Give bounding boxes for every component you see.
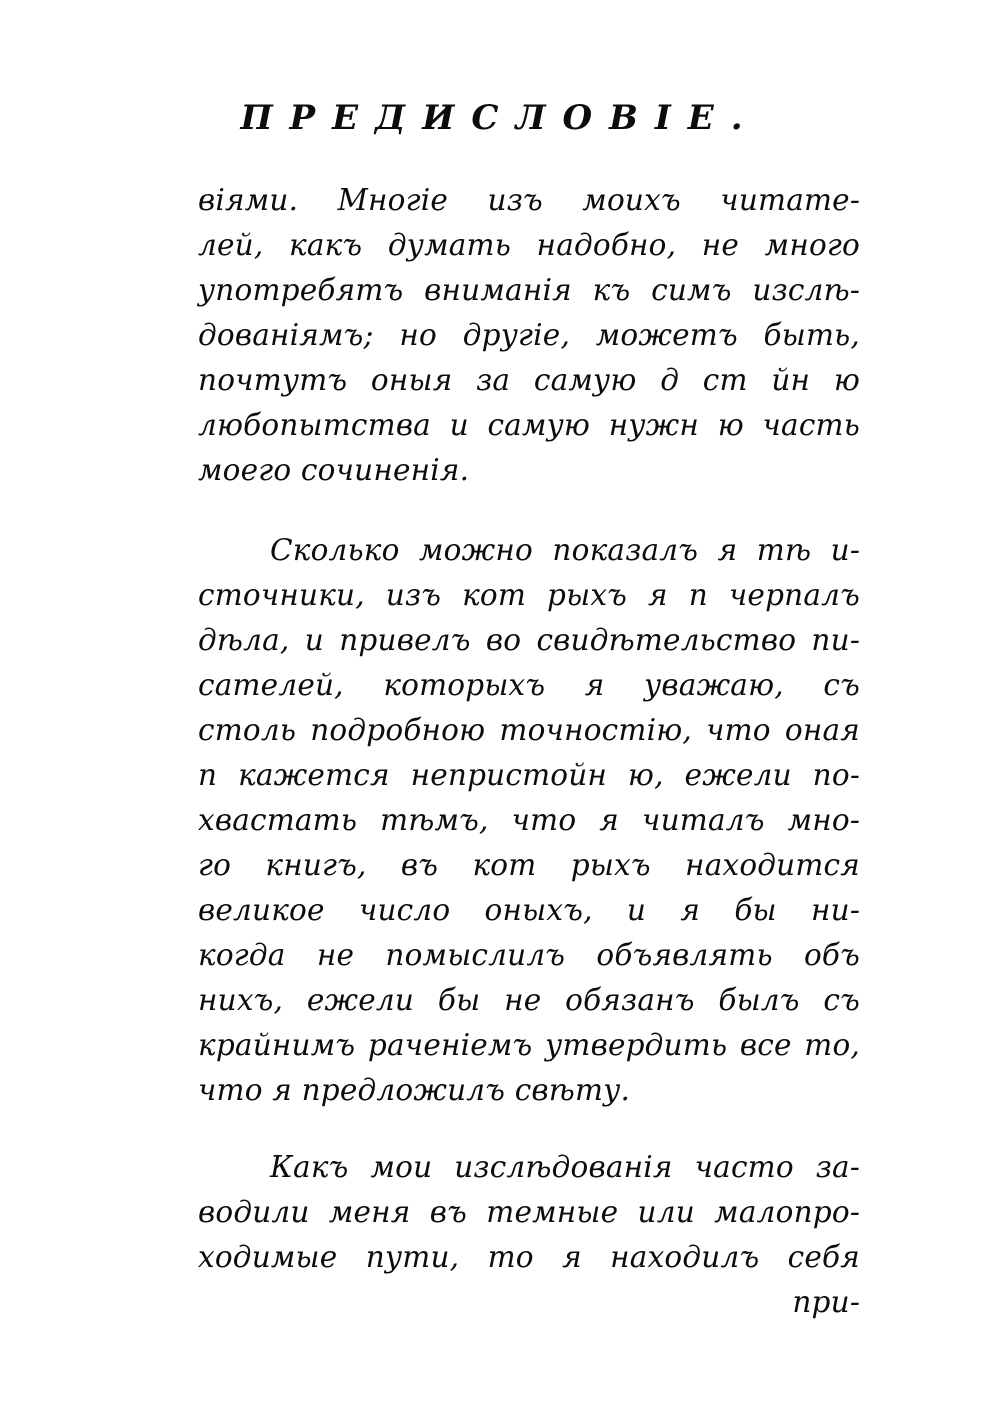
text-line: крайнимъ раченіемъ утвердить все то, [198, 1028, 860, 1062]
text-line: Сколько можно показалъ я тѣ и- [270, 533, 860, 567]
text-line: любопытства и самую нужн ю часть [198, 408, 860, 442]
text-line: дѣла, и привелъ во свидѣтельство пи- [198, 623, 860, 657]
text-line: великое число оныхъ, и я бы ни- [198, 893, 860, 927]
text-line: лей, какъ думать надобно, не много [198, 228, 860, 262]
text-line: го книгъ, въ кот рыхъ находится [198, 848, 860, 882]
text-line: Какъ мои изслѣдованія часто за- [270, 1150, 860, 1184]
text-line: сточники, изъ кот рыхъ я п черпалъ [198, 578, 860, 612]
text-line: что я предложилъ свѣту. [198, 1073, 631, 1107]
text-line: дованіямъ; но другіе, можетъ быть, [198, 318, 860, 352]
text-line: водили меня въ темные или малопро- [198, 1195, 860, 1229]
page-header: ПРЕДИСЛОВІЕ. [240, 98, 760, 138]
text-line: когда не помыслилъ объявлять объ [198, 938, 860, 972]
paragraph-2 [198, 528, 860, 1113]
text-line: почтутъ оныя за самую д ст йн ю [198, 363, 860, 397]
text-line: хвастать тѣмъ, что я читалъ мно- [198, 803, 860, 837]
catchword: при- [792, 1285, 860, 1319]
text-line: ходимые пути, то я находилъ себя [198, 1240, 860, 1274]
text-line: употребятъ вниманія къ симъ изслѣ- [198, 273, 860, 307]
text-line: нихъ, ежели бы не обязанъ былъ съ [198, 983, 860, 1017]
paragraph-1 [198, 178, 860, 493]
text-line: п кажется непристойн ю, ежели по- [198, 758, 860, 792]
text-line: сателей, которыхъ я уважаю, съ [198, 668, 860, 702]
paragraph-3 [198, 1145, 860, 1325]
text-line: віями. Многіе изъ моихъ читате- [198, 183, 860, 217]
text-line: моего сочиненія. [198, 453, 470, 487]
text-line: столь подробною точностію, что оная [198, 713, 860, 747]
